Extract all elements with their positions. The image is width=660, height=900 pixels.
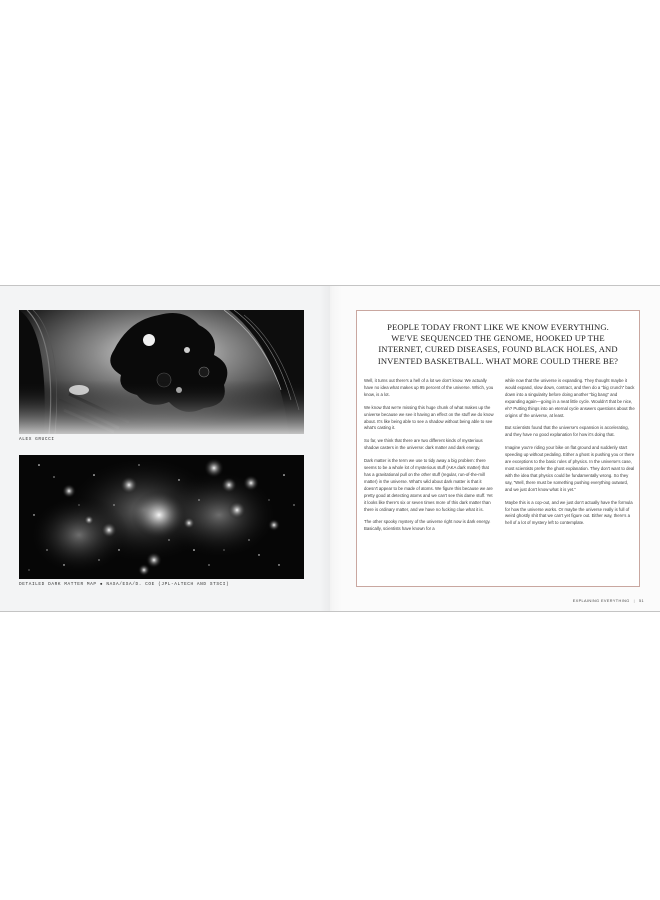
dark-matter-map-image [19, 455, 304, 579]
body-paragraph: We know that we're missing this huge chunk of what makes up the universe because we see it having an effect on the stuff we do know about. It's like being able to see a shadow without being able to see what's casting it. [364, 404, 494, 431]
running-head: EXPLAINING EVERYTHING [572, 599, 630, 603]
body-paragraph: while now that the universe is expanding. They thought maybe it would expand, slow down, contract, and then do a “big crunch” back down into a singularity before doing another “big bang” and expanding again—going in a neat little cycle. Wouldn't that be nice, eh? Putting things into an eternal cycle answers questions about the origins of the universe, at least. [505, 378, 635, 418]
book-spine-shadow [320, 286, 342, 611]
sci-fi-render-image [19, 310, 304, 434]
body-paragraph: The other spooky mystery of the universe right now is dark energy. Basically, scientists have known for a [364, 519, 491, 532]
left-page [0, 286, 330, 611]
body-column-left [364, 378, 494, 539]
page-number: 51 [638, 599, 644, 603]
body-paragraph: Maybe this is a cop-out, and we just don't actually have the formula for how the universe works. Or maybe the universe really is full of weird ghostly shit that we can't yet figure out. Either way, there's a hell of a lot of mystery left to contemplate. [505, 499, 633, 526]
body-paragraph: So far, we think that there are two different kinds of mysterious shadow casters in the universe: dark matter and dark energy. [364, 438, 483, 451]
footer-separator: | [633, 599, 635, 603]
body-paragraph: Imagine you're riding your bike on flat ground and suddenly start speeding up without pedaling. Either a ghost is pushing you or there are exceptions to the basic rules of physics. In the universe's case, most scientists prefer the ghost explanation. They don't want to deal with the idea that physics could be fundamentally wrong. So they say, “Well, there must be something pushing everything outward, and we just don't know what it is yet.” [505, 445, 635, 492]
image-credit-caption: DETAILED DARK MATTER MAP ● NASA/ESA/D. COE (JPL-ALTECH AND STSCI) [19, 582, 230, 587]
pull-quote-line: INTERNET, CURED DISEASES, FOUND BLACK HOLES, AND [378, 344, 618, 355]
text-frame [356, 310, 640, 587]
pull-quote-line: INVENTED BASKETBALL. WHAT MORE COULD THERE BE? [377, 355, 619, 366]
pull-quote-line: WE'VE SEQUENCED THE GENOME, HOOKED UP THE [391, 333, 605, 344]
image-credit-caption: ALEX GRUCCI [19, 437, 55, 442]
pull-quote-heading [367, 322, 629, 367]
body-paragraph: But scientists found that the universe's expansion is accelerating, and they have no good explanation for how it's doing that. [505, 425, 629, 438]
page-footer [573, 599, 644, 603]
body-paragraph: Well, it turns out there's a hell of a lot we don't know. We actually have no idea what makes up 95 percent of the universe. Which, you know, is a lot. [364, 378, 494, 397]
abstract-blob-illustration-icon [19, 310, 304, 434]
pull-quote-line: PEOPLE TODAY FRONT LIKE WE KNOW EVERYTHING. [387, 322, 609, 332]
body-paragraph: Dark matter is the term we use to tidy away a big problem: there seems to be a whole lot of mysterious stuff (AKA dark matter) that has a gravitational pull on the other stuff (regular, run-of-the-mill matter) in the universe. What's wild about dark matter is that it doesn't appear to be made of atoms. We figure this because we are pretty good at detecting atoms and we can't see this dame stuff. Yet it looks like there's six or seven times more of this dark matter than there is ordinary matter, and we have no fucking clue what it is. [364, 458, 493, 512]
body-column-right [505, 378, 635, 533]
galaxy-cluster-icon [19, 455, 304, 579]
